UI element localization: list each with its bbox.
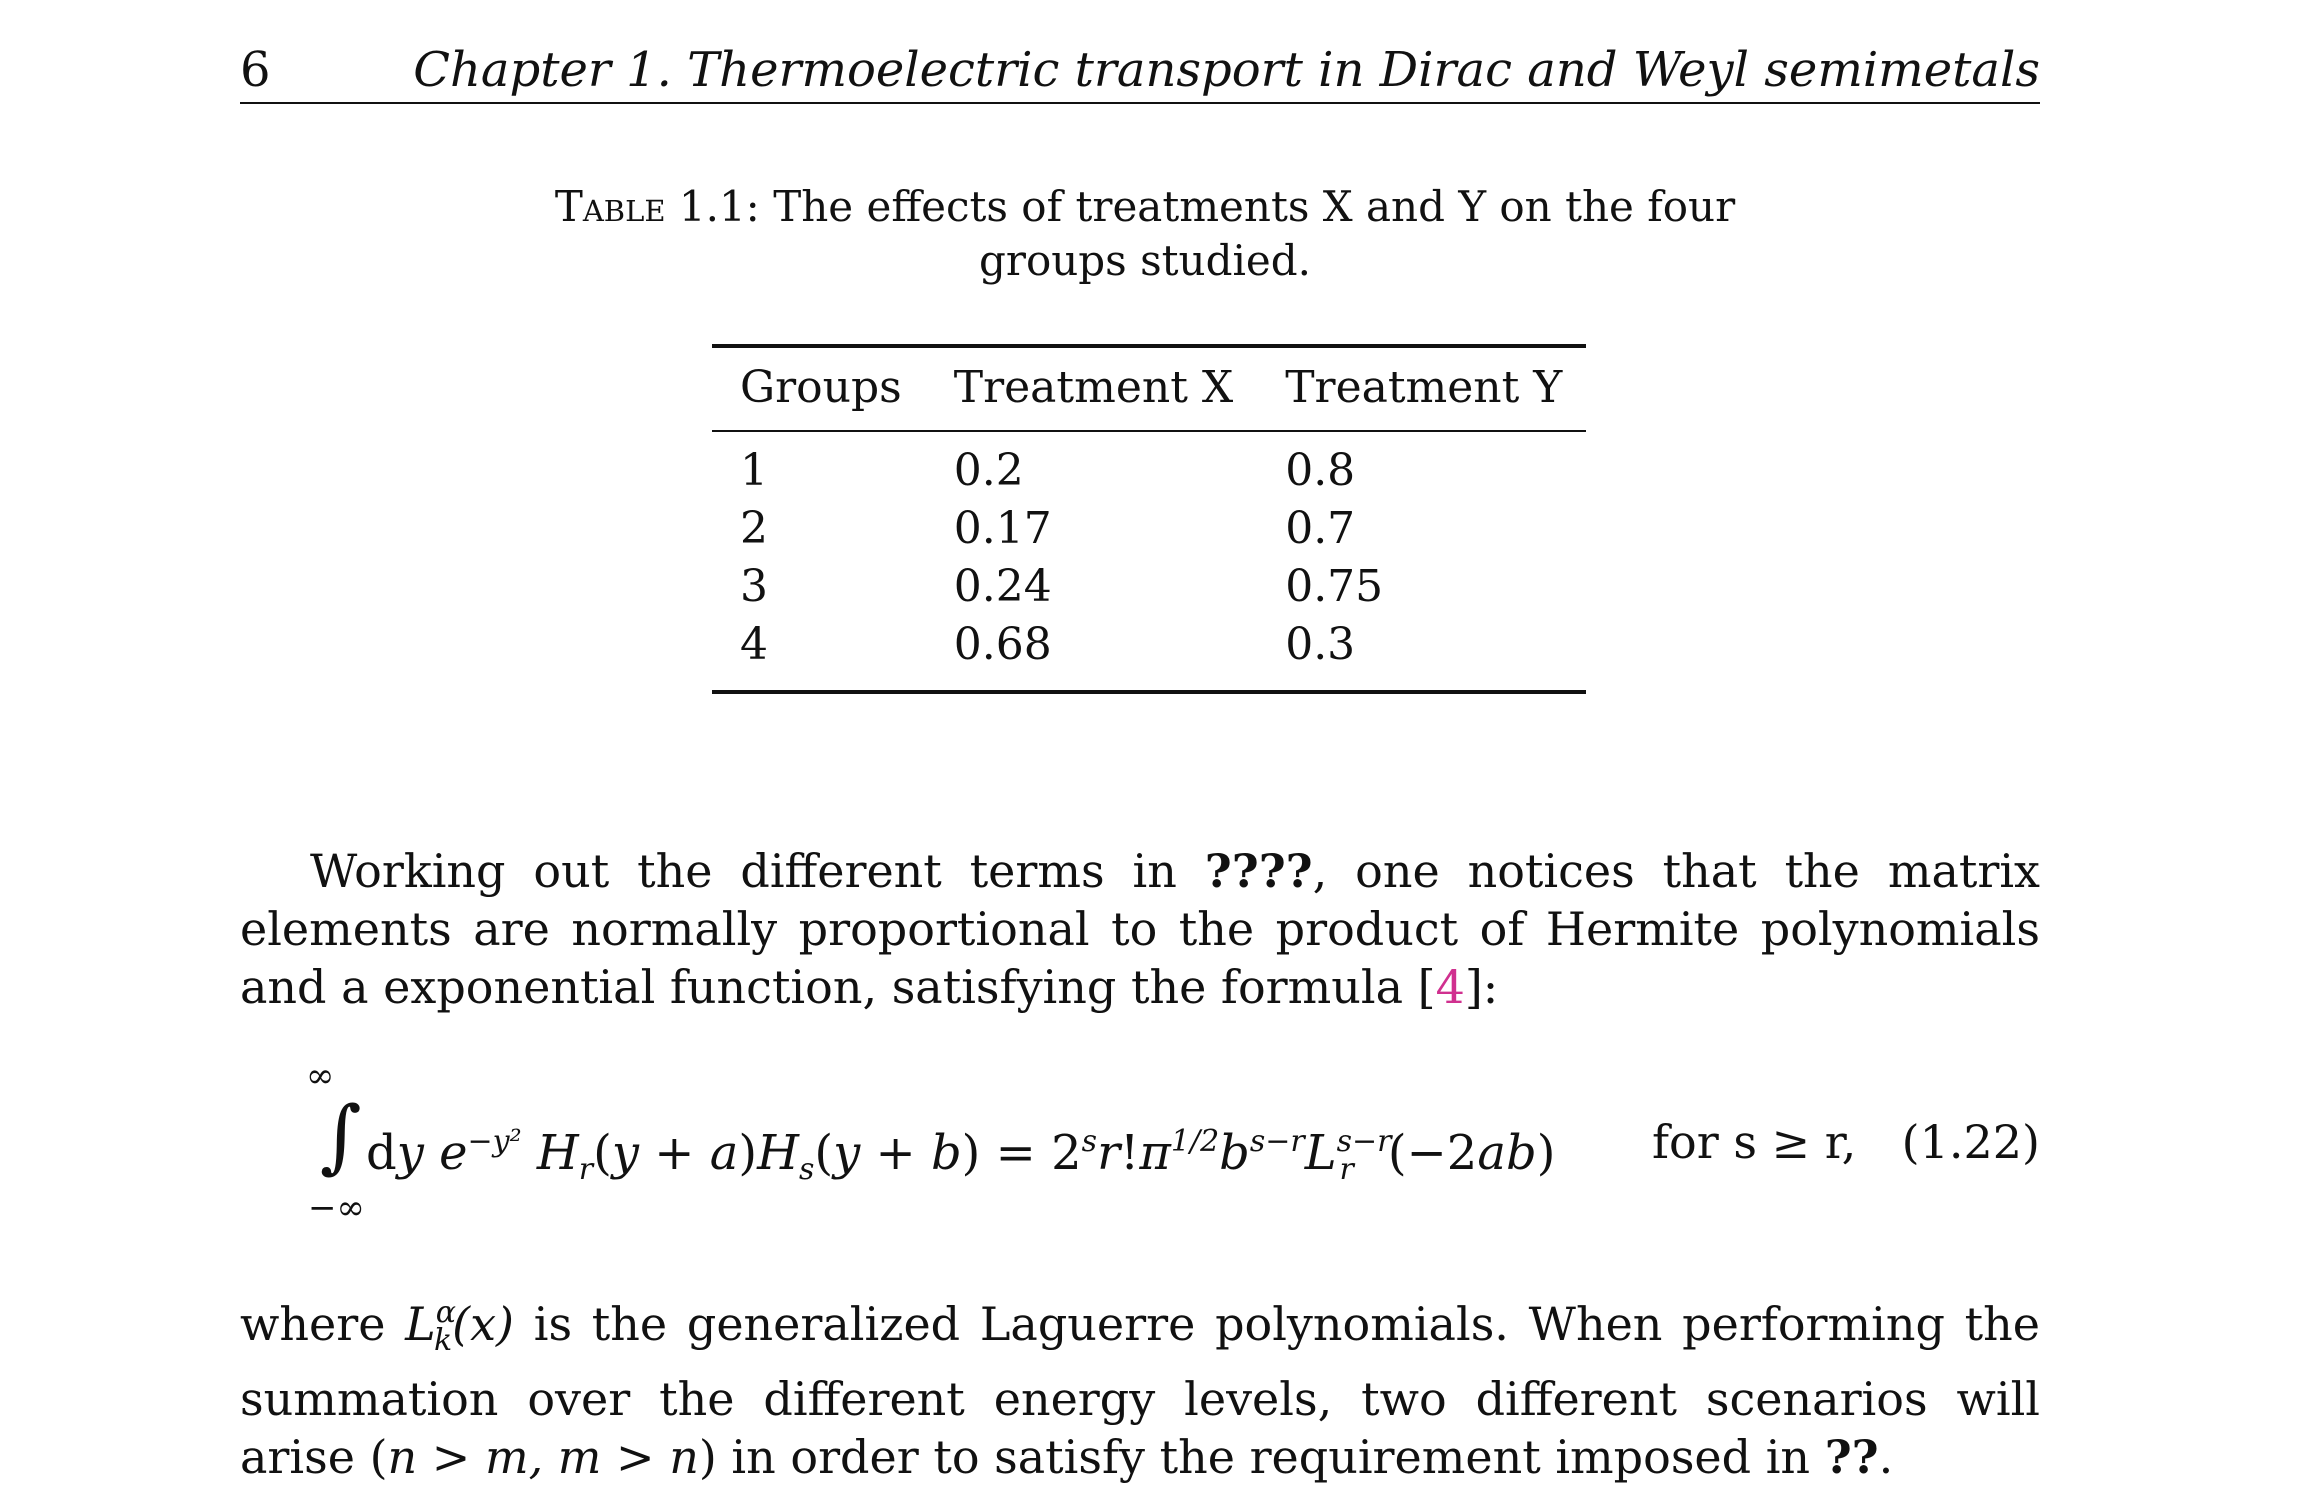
running-title: Chapter 1. Thermoelectric transport in Dirac and Weyl semimetals bbox=[413, 42, 2040, 98]
table-cell: 4 bbox=[740, 619, 768, 670]
integral-sign: ∫ bbox=[320, 1089, 362, 1182]
page-number: 6 bbox=[240, 42, 271, 98]
para2-text-end: . bbox=[1878, 1430, 1894, 1484]
table-cell: 0.24 bbox=[953, 561, 1052, 612]
results-table bbox=[712, 344, 1562, 694]
integral-lower-limit: −∞ bbox=[308, 1188, 365, 1228]
table-row bbox=[712, 431, 1586, 500]
table-cell: 0.2 bbox=[953, 445, 1024, 496]
equation-number: (1.22) bbox=[1901, 1115, 2040, 1169]
para1-text-start: Working out the different terms in bbox=[310, 844, 1205, 898]
citation-link[interactable]: 4 bbox=[1435, 960, 1465, 1014]
integral-upper-limit: ∞ bbox=[306, 1056, 335, 1096]
table-cell: 0.7 bbox=[1285, 503, 1356, 554]
table-caption-label: Table 1.1: bbox=[554, 182, 760, 231]
unresolved-ref[interactable]: ?? bbox=[1824, 1430, 1879, 1484]
table-cell: 0.8 bbox=[1285, 445, 1356, 496]
table-caption bbox=[480, 180, 1810, 288]
table-row bbox=[712, 616, 1586, 692]
para2-cases: n > m, m > n bbox=[387, 1430, 699, 1484]
table-caption-text: The effects of treatments X and Y on the four groups studied. bbox=[773, 182, 1736, 285]
para2-text-start: where bbox=[240, 1297, 406, 1351]
para1-text-end: ]: bbox=[1464, 960, 1499, 1014]
table-cell: 1 bbox=[740, 445, 768, 496]
table-cell: 0.68 bbox=[953, 619, 1052, 670]
equation-body: dy $e^{-y^2}$ $H_r(y + a)H_s(y + b) = 2^sr!\pi^{1/2}b^{s-r}L^{s-r}_r$ (−2ab) bbox=[366, 1124, 1556, 1187]
table-cell: 0.17 bbox=[953, 503, 1052, 554]
table-cell: 3 bbox=[740, 561, 768, 612]
para2-text-middle: is the generalized Laguerre polynomials. When performing the summation over the different energy levels, two different scenarios will arise ( bbox=[240, 1297, 2040, 1484]
table-cell: 0.3 bbox=[1285, 619, 1356, 670]
para1-text-middle: , one notices that the matrix elements are normally proportional to the product of Hermite polynomials and a exponential function, satisfying the formula [ bbox=[240, 844, 2040, 1014]
table bbox=[712, 344, 1586, 694]
table-header-row bbox=[712, 346, 1586, 431]
equation-1-22 bbox=[240, 1056, 2040, 1236]
laguerre-symbol: $L^\alpha_k(x)$ bbox=[405, 1295, 515, 1358]
column-header-groups: Groups bbox=[740, 362, 902, 413]
column-header-treatment-y: Treatment Y bbox=[1285, 362, 1563, 413]
table-row bbox=[712, 500, 1586, 558]
table-row bbox=[712, 558, 1586, 616]
body-paragraph-2 bbox=[240, 1284, 2040, 1486]
table-cell: 2 bbox=[740, 503, 768, 554]
table-cell: 0.75 bbox=[1285, 561, 1384, 612]
equation-condition: for s ≥ r, bbox=[1652, 1115, 1857, 1169]
column-header-treatment-x: Treatment X bbox=[953, 362, 1234, 413]
body-paragraph-1 bbox=[240, 842, 2040, 1016]
running-header bbox=[240, 38, 2040, 104]
unresolved-ref[interactable]: ???? bbox=[1204, 844, 1313, 898]
para2-text-after-cases: ) in order to satisfy the requirement imposed in bbox=[698, 1430, 1825, 1484]
